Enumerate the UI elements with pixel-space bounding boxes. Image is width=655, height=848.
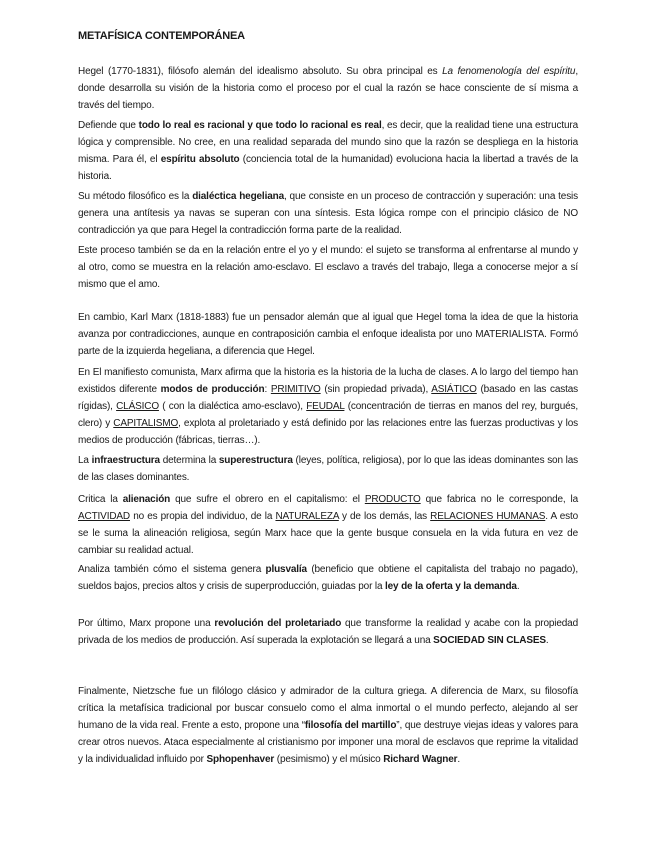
text-run: Su método filosófico es la [78,191,193,202]
underlined-term: ASIÁTICO [431,384,477,395]
underlined-term: ACTIVIDAD [78,511,130,522]
text-run: , explota al proletariado y está definido por las relaciones entre las fuerzas productivas y los medios de producción (fábricas, tierras…). [78,418,579,446]
text-run: (sin propiedad privada), [320,384,432,395]
text-run: (beneficio que obtiene el capitalista del trabajo no pagado), sueldos bajos, precios altos y crisis de superproducción, guiadas por la [78,564,578,592]
emphasis: plusvalía [265,564,307,575]
underlined-term: CLÁSICO [116,401,159,412]
marx-paragraph-5 [78,561,578,595]
emphasis: SOCIEDAD SIN CLASES [433,635,546,646]
marx-paragraph-2 [78,364,578,449]
text-run: . A esto se le suma la alineación religiosa, según Marx hace que la gente busque consuela en la vida futura en vez de cambiar su realidad actual. [78,511,579,556]
emphasis: espíritu absoluto [160,154,240,165]
text-run: En El manifiesto comunista, Marx afirma que la historia es la historia de la lucha de clases. A lo largo del tiempo han existidos diferente [78,367,578,395]
emphasis: revolución del proletariado [214,618,342,629]
marx-paragraph-4 [78,491,578,559]
hegel-paragraph-1 [78,63,578,114]
text-run: (pesimismo) y el músico [274,754,384,765]
emphasis: alienación [122,494,171,505]
text-run: Hegel (1770-1831), filósofo alemán del idealismo absoluto. Su obra principal es [78,66,443,77]
hegel-paragraph-2 [78,117,578,185]
underlined-term: FEUDAL [306,401,345,412]
text-run: que transforme la realidad y acabe con la propiedad privada de los medios de producción. Así superada la explotación se llegará a una [78,618,578,646]
text-run: , que consiste en un proceso de contracción y superación: una tesis genera una antítesis ya navas se superan con una síntesis. Esta lógica rompe con el principio clásico de NO contradicción ya que para Hegel la contradicción forma parte de la realidad. [78,191,578,236]
text-run: Finalmente, Nietzsche fue un filólogo clásico y admirador de la cultura griega. A diferencia de Marx, su filosofía crítica la metafísica tradicional por buscar consuelo como el alma inmortal o el mundo perfecto, alejando al ser humano de la vida real. Frente a esto, propone una “ [78,686,578,731]
text-run: ( con la dialéctica amo-esclavo), [158,401,307,412]
marx-paragraph-6 [78,615,578,649]
text-run: . [545,635,549,646]
text-run: y de los demás, las [338,511,431,522]
text-run: Analiza también cómo el sistema genera [78,564,266,575]
text-run: (leyes, política, religiosa), por lo que las ideas dominantes son las de las clases dominantes. [78,455,578,483]
emphasis: Richard Wagner [383,754,458,765]
underlined-term: NATURALEZA [275,511,339,522]
text-run: . [457,754,461,765]
hegel-paragraph-4: Este proceso también se da en la relación entre el yo y el mundo: el sujeto se transforma al enfrentarse al mundo y al otro, como se muestra en la relación amo-esclavo. El esclavo a través del trabajo, llega a conocerse mejor a sí mismo que el amo. [78,245,578,290]
emphasis: superestructura [218,455,293,466]
text-run: Por último, Marx propone una [78,618,215,629]
text-run: : [264,384,271,395]
text-run: . [516,581,520,592]
emphasis: dialéctica hegeliana [192,191,284,202]
emphasis: Sphopenhaver [206,754,275,765]
hegel-paragraph-3 [78,188,578,239]
marx-paragraph-3 [78,452,578,486]
text-run: determina la [159,455,219,466]
text-run: que sufre el obrero en el capitalismo: el [170,494,365,505]
emphasis: modos de producción [160,384,265,395]
underlined-term: RELACIONES HUMANAS [430,511,546,522]
emphasis: filosofía del martillo [304,720,397,731]
marx-paragraph-1: En cambio, Karl Marx (1818-1883) fue un pensador alemán que al igual que Hegel toma la idea de que la historia avanza por contradicciones, aunque en contraposición cambia el enfoque idealista por uno MATERIALISTA. Formó parte de la izquierda hegeliana, a diferencia que Hegel. [78,312,578,357]
text-run: (conciencia total de la humanidad) evoluciona hacia la libertad a través de la historia. [78,154,578,182]
emphasis: infraestructura [91,455,160,466]
text-run: (concentración de tierras en manos del rey, burgués, clero) y [78,401,578,429]
text-run: no es propia del individuo, de la [130,511,276,522]
emphasis: todo lo real es racional y que todo lo racional es real [138,120,382,131]
text-run: que fabrica no le corresponde, la [420,494,579,505]
work-title: La fenomenología del espíritu [442,66,576,77]
text-run: La [78,455,92,466]
text-run: , es decir, que la realidad tiene una estructura lógica y comprensible. No cree, en una realidad separada del mundo sino que la razón se despliega en la historia misma. Para él, el [78,120,578,165]
emphasis: ley de la oferta y la demanda [385,581,517,592]
text-run: ”, que destruye viejas ideas y valores para crear otros nuevos. Ataca especialmente al cristianismo por imponer una moral de esclavos que reprime la vitalidad y la individualidad influido por [78,720,578,765]
underlined-term: PRIMITIVO [270,384,321,395]
text-run: Defiende que [78,120,139,131]
text-run: Critica la [78,494,123,505]
underlined-term: CAPITALISMO [113,418,179,429]
underlined-term: PRODUCTO [364,494,421,505]
text-run: (basado en las castas rígidas), [78,384,578,412]
page-title: METAFÍSICA CONTEMPORÁNEA [78,30,245,42]
text-run: , donde desarrolla su visión de la historia como el proceso por el cual la razón se hace consciente de sí misma a través del tiempo. [78,66,578,111]
nietzsche-paragraph-1 [78,683,578,768]
